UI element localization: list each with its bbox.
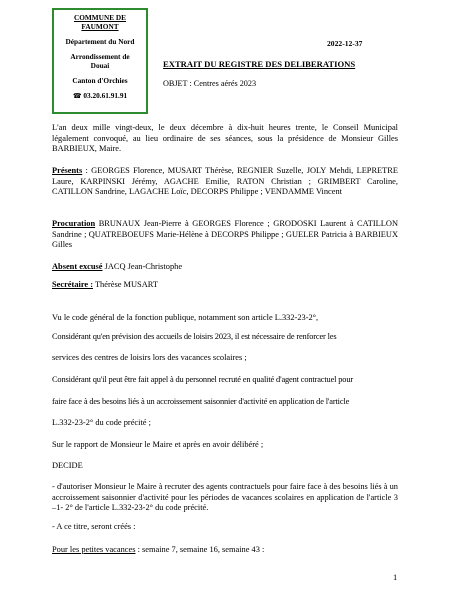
document-subject: OBJET : Centres aérés 2023 xyxy=(163,79,257,88)
document-title: EXTRAIT DU REGISTRE DES DELIBERATIONS xyxy=(163,59,356,69)
commune-name-line1: COMMUNE DE xyxy=(73,13,127,22)
procuration-paragraph xyxy=(52,219,398,251)
crees-line: - A ce titre, seront créés : xyxy=(52,522,136,531)
secretaire-text: Thérèse MUSART xyxy=(93,280,158,289)
procuration-label: Procuration xyxy=(52,219,96,228)
page-number: 1 xyxy=(393,572,398,582)
presents-text: : GEORGES Florence, MUSART Thérèse, REGNIER Suzelle, JOLY Mehdi, LEPRETRE Laure, KARPINSKI Jérémy, AGACHE Emilie, RATON Christian ; GRIMBERT Caroline, CATILLON Sandrine, LAGACHE Loïc, DECORPS Philippe ; VENDAMME Vincent xyxy=(52,166,398,196)
considerant2-line3: L.332-23-2° du code précité ; xyxy=(52,418,151,427)
considerant1-line1: Considérant qu'en prévision des accueils de loisirs 2023, il est nécessaire de renforcer les xyxy=(52,332,337,341)
considerant2-line1: Considérant qu'il peut être fait appel à du personnel recruté en qualité d'agent contractuel pour xyxy=(52,375,354,384)
absent-label: Absent excusé xyxy=(52,262,103,271)
absent-paragraph xyxy=(52,262,398,273)
secretaire-paragraph xyxy=(52,280,398,291)
arrondissement-label-line1: Arrondissement de xyxy=(70,52,130,61)
considerant2-line2: faire face à des besoins liés à un accroissement saisonnier d'activité en application de l'article xyxy=(52,397,350,406)
commune-header-box xyxy=(52,8,148,114)
absent-text: JACQ Jean-Christophe xyxy=(102,262,183,271)
departement-label: Département du Nord xyxy=(65,37,135,46)
petites-vacances-label: Pour les petites vacances xyxy=(52,545,136,554)
phone-number: 03.20.61.91.91 xyxy=(83,91,128,100)
decide-heading: DECIDE xyxy=(52,461,83,470)
petites-vacances-line xyxy=(52,545,398,556)
petites-vacances-detail: : semaine 7, semaine 16, semaine 43 : xyxy=(135,545,265,554)
phone-line xyxy=(54,91,146,101)
considerant1-line2: services des centres de loisirs lors des vacances scolaires ; xyxy=(52,353,247,362)
presents-paragraph xyxy=(52,166,398,198)
vu-paragraph: Vu le code général de la fonction publique, notamment son article L.332-23-2°, xyxy=(52,313,319,322)
document-date: 2022-12-37 xyxy=(327,39,363,48)
rapport-paragraph: Sur le rapport de Monsieur le Maire et après en avoir délibéré ; xyxy=(52,440,264,449)
canton-label: Canton d'Orchies xyxy=(72,76,128,85)
telephone-icon: ☎ xyxy=(72,92,82,100)
autoriser-paragraph: - d'autoriser Monsieur le Maire à recruter des agents contractuels pour faire face à des besoins liés à un accroissement saisonnier d'activité pour les périodes de vacances scolaires en application de l'article 3 –1- 2° de l'article L.332-23-2° du code précité. xyxy=(52,482,398,512)
secretaire-label: Secrétaire : xyxy=(52,280,93,289)
procuration-text: BRUNAUX Jean-Pierre à GEORGES Florence ; GRODOSKI Laurent à CATILLON Sandrine ; QUATREBOEUFS Marie-Hélène à DECORPS Philippe ; GUELER Patricia à BARBIEUX Gilles xyxy=(52,219,398,249)
intro-paragraph: L'an deux mille vingt-deux, le deux décembre à dix-huit heures trente, le Conseil Municipal légalement convoqué, au lieu ordinaire de ses séances, sous la présidence de Monsieur Gilles BARBIEUX, Maire. xyxy=(52,123,398,153)
arrondissement-label-line2: Douai xyxy=(90,61,110,70)
presents-label: Présents xyxy=(52,166,83,175)
commune-name-line2: FAUMONT xyxy=(81,22,119,31)
